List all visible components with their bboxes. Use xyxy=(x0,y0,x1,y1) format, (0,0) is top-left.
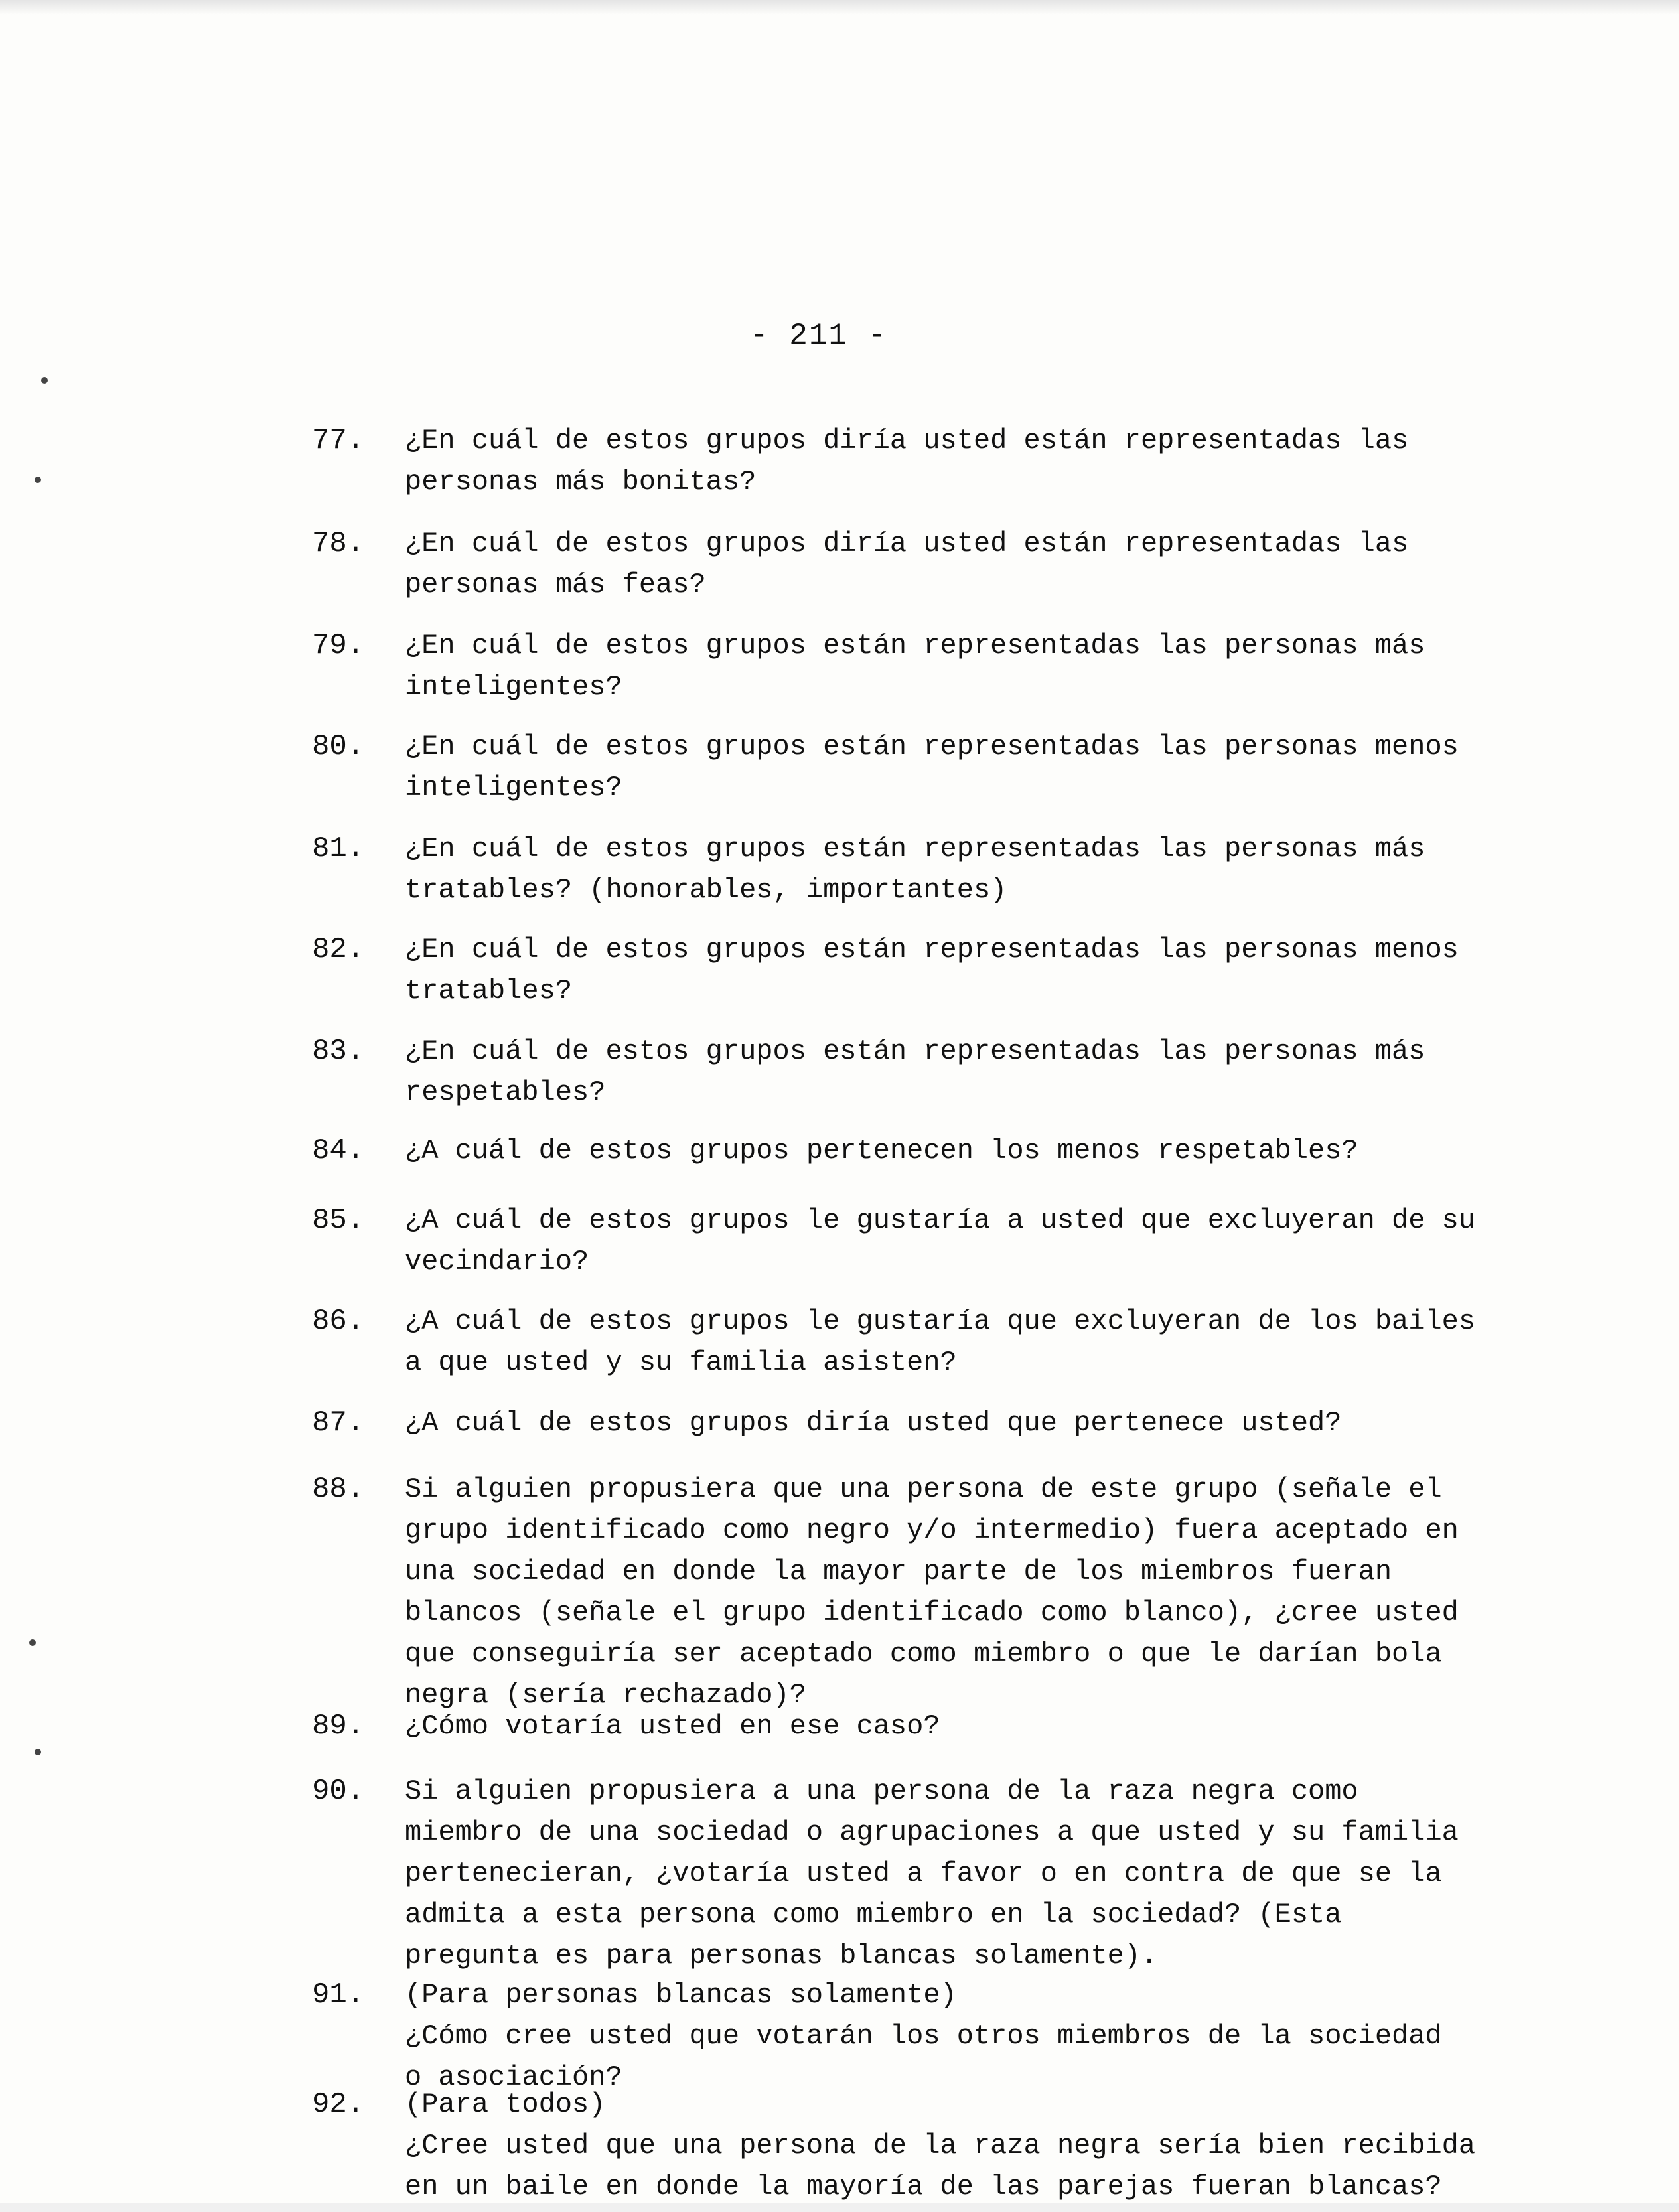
page-number: - 211 - xyxy=(750,319,888,353)
question-text: (Para todos) ¿Cree usted que una persona de la raza negra sería bien recibida en un baile en donde la mayoría de las parejas fueran blancas? xyxy=(405,2089,1476,2203)
question-number: 84. xyxy=(312,1134,365,1167)
question-text: ¿En cuál de estos grupos están representadas las personas más respetables? xyxy=(405,1035,1425,1108)
question-text: ¿En cuál de estos grupos diría usted están representadas las personas más bonitas? xyxy=(405,425,1409,498)
scan-top-edge xyxy=(0,0,1679,15)
question-number: 85. xyxy=(312,1204,365,1237)
question-number: 78. xyxy=(312,527,365,560)
question-text: (Para personas blancas solamente) ¿Cómo cree usted que votarán los otros miembros de la sociedad o asociación? xyxy=(405,1979,1442,2093)
question-text: Si alguien propusiera que una persona de este grupo (señale el grupo identificado como negro y/o intermedio) fuera aceptado en una sociedad en donde la mayor parte de los miembros fueran blancos (señale el grupo identificado como blanco), ¿cree usted que conseguiría ser aceptado como miembro o que le darían bola negra (sería rechazado)? xyxy=(405,1473,1459,1711)
question-number: 79. xyxy=(312,629,365,662)
question-text: ¿En cuál de estos grupos están representadas las personas más tratables? (honorables, importantes) xyxy=(405,833,1425,906)
question-number: 83. xyxy=(312,1035,365,1068)
question-text: ¿En cuál de estos grupos están representadas las personas menos tratables? xyxy=(405,934,1459,1007)
question-number: 91. xyxy=(312,1978,365,2012)
punch-hole-mark xyxy=(35,1749,41,1755)
question-text: ¿A cuál de estos grupos diría usted que pertenece usted? xyxy=(405,1407,1342,1439)
question-number: 89. xyxy=(312,1710,365,1743)
question-number: 82. xyxy=(312,933,365,966)
punch-hole-mark xyxy=(35,477,41,483)
question-text: ¿En cuál de estos grupos están representadas las personas menos inteligentes? xyxy=(405,731,1459,804)
punch-hole-mark xyxy=(41,377,48,384)
question-number: 81. xyxy=(312,832,365,865)
question-text: Si alguien propusiera a una persona de la raza negra como miembro de una sociedad o agrupaciones a que usted y su familia pertenecieran, ¿votaría usted a favor o en contra de que se la admita a esta persona como miembro en la sociedad? (Esta pregunta es para personas blancas solamente). xyxy=(405,1775,1459,1972)
question-number: 88. xyxy=(312,1473,365,1506)
question-text: ¿A cuál de estos grupos le gustaría a usted que excluyeran de su vecindario? xyxy=(405,1205,1476,1278)
question-number: 80. xyxy=(312,730,365,763)
question-text: ¿A cuál de estos grupos le gustaría que excluyeran de los bailes a que usted y su familia asisten? xyxy=(405,1305,1476,1378)
question-text: ¿En cuál de estos grupos están representadas las personas más inteligentes? xyxy=(405,630,1425,703)
question-text: ¿En cuál de estos grupos diría usted están representadas las personas más feas? xyxy=(405,528,1409,601)
question-text: ¿Cómo votaría usted en ese caso? xyxy=(405,1710,940,1742)
question-number: 87. xyxy=(312,1406,365,1439)
punch-hole-mark xyxy=(29,1639,36,1646)
question-number: 77. xyxy=(312,424,365,457)
question-number: 92. xyxy=(312,2088,365,2121)
question-text: ¿A cuál de estos grupos pertenecen los menos respetables? xyxy=(405,1135,1358,1167)
question-number: 90. xyxy=(312,1775,365,1808)
question-number: 86. xyxy=(312,1305,365,1338)
